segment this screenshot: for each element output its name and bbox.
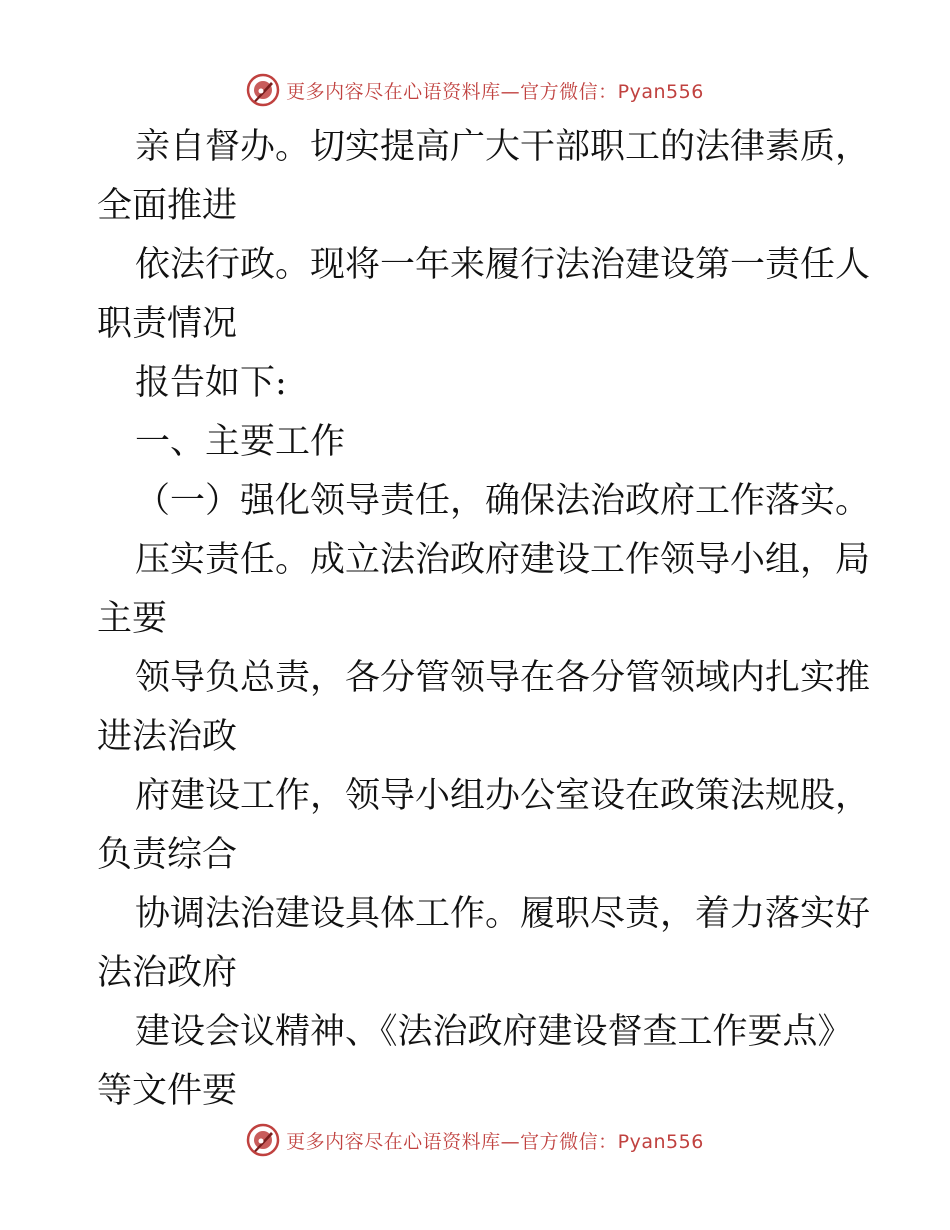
page-footer-watermark <box>0 1118 950 1162</box>
body-line: 等文件要 <box>97 1071 238 1111</box>
watermark-brand <box>246 1123 704 1157</box>
watermark-brand <box>246 73 704 107</box>
quill-logo-icon <box>246 1123 280 1157</box>
body-line: 职责情况 <box>97 304 238 344</box>
body-line: 建设会议精神、《法治政府建设督查工作要点》 <box>135 1012 853 1052</box>
body-line: 亲自督办。切实提高广大干部职工的法律素质， <box>135 127 871 167</box>
section-heading: 一、主要工作 <box>135 422 346 462</box>
body-line: 报告如下: <box>135 363 287 403</box>
body-line: 府建设工作，领导小组办公室设在政策法规股， <box>135 776 871 816</box>
page-header-watermark <box>0 68 950 112</box>
body-line: 依法行政。现将一年来履行法治建设第一责任人 <box>135 245 871 285</box>
watermark-text: 更多内容尽在心语资料库—官方微信：Pyan556 <box>286 80 704 103</box>
subsection-heading: （一）强化领导责任，确保法治政府工作落实。 <box>135 481 871 521</box>
document-body <box>97 118 871 1121</box>
body-line: 法治政府 <box>97 953 238 993</box>
body-line: 协调法治建设具体工作。履职尽责，着力落实好 <box>135 894 871 934</box>
watermark-text: 更多内容尽在心语资料库—官方微信：Pyan556 <box>286 1130 704 1153</box>
quill-logo-icon <box>246 73 280 107</box>
body-line: 主要 <box>97 599 168 639</box>
body-line: 压实责任。成立法治政府建设工作领导小组，局 <box>135 540 871 580</box>
body-line: 全面推进 <box>97 186 238 226</box>
body-line: 进法治政 <box>97 717 238 757</box>
body-line: 领导负总责，各分管领导在各分管领域内扎实推 <box>135 658 871 698</box>
body-line: 负责综合 <box>97 835 238 875</box>
